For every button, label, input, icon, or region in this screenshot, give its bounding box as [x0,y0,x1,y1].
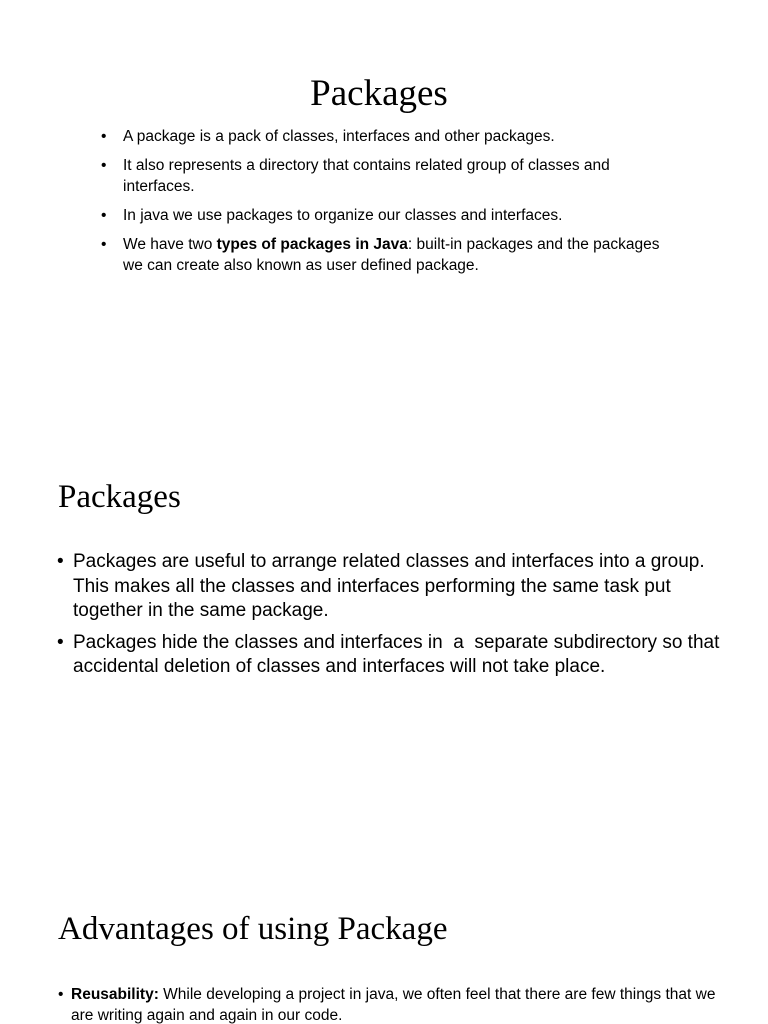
slide-1-bullet-list [123,126,663,284]
slide-1-bullet-4-prefix: We have two [123,236,217,253]
slide-2-bullet-1: • Packages are useful to arrange related classes and interfaces into a group. This makes all the classes and interfaces performing the same task put together in the same package. [73,550,723,624]
slide-3-bullet-1-suffix: While developing a project in java, we often feel that there are few things that we are writing again and again in our code. [71,986,716,1024]
slide-1-bullet-4 [123,234,663,276]
slide-3-bullet-list [71,984,721,1024]
slide-2-bullet-2: • Packages hide the classes and interfaces in a separate subdirectory so that accidental deletion of classes and interfaces will not take place. [73,631,723,680]
slide-1-bullet-4-suffix: : built-in packages and the packages we can create also known as user defined package. [123,236,660,274]
slide-3-title: Advantages of using Package [58,911,448,947]
slide-1-title: Packages [310,73,448,114]
slide-3-bullet-1-bold: Reusability: [71,986,159,1003]
slide-1-bullet-1: • A package is a pack of classes, interfaces and other packages. [123,126,663,147]
slide-1-bullet-4-bold: types of packages in Java [216,236,408,253]
slide-2-title: Packages [58,479,181,515]
slide-1-bullet-2: • It also represents a directory that contains related group of classes and interfaces. [123,155,663,197]
slide-2-bullet-list [73,550,723,687]
slide-3-bullet-1 [71,984,721,1024]
slide-1-bullet-3: • In java we use packages to organize our classes and interfaces. [123,205,663,226]
